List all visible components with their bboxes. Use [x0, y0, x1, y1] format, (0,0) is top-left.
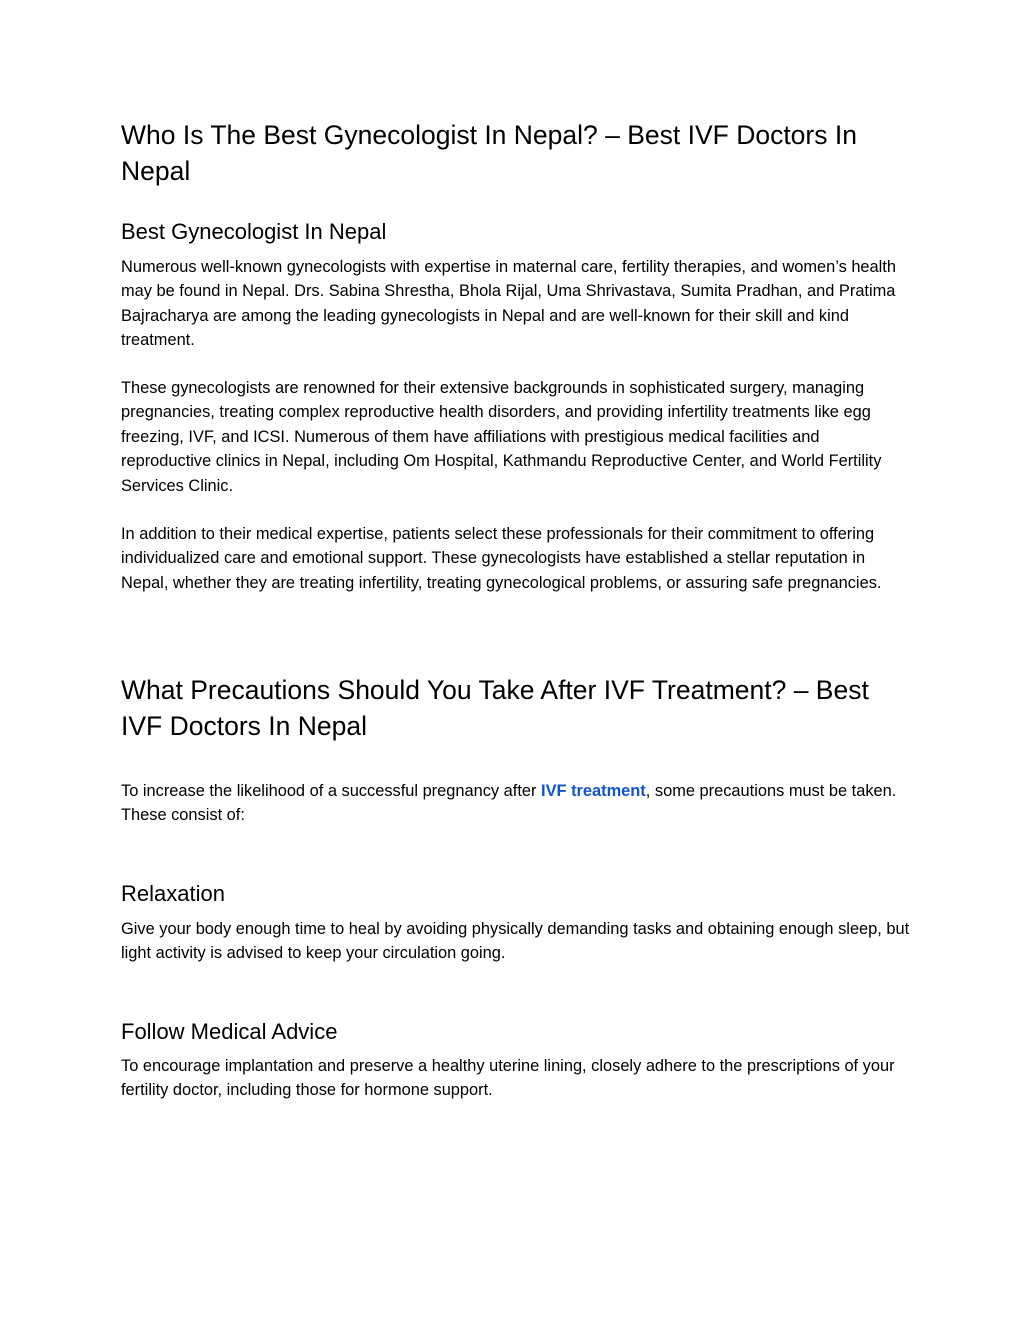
section-heading-follow-medical-advice: Follow Medical Advice [121, 1019, 338, 1044]
section-heading-best-gynecologist: Best Gynecologist In Nepal [121, 219, 387, 244]
precautions-intro-text-before: To increase the likelihood of a successful pregnancy after [121, 782, 542, 800]
section-title-ivf-precautions: What Precautions Should You Take After IVF Treatment? – Best IVF Doctors In Nepal [121, 675, 869, 741]
paragraph-precautions-intro [121, 779, 911, 828]
paragraph-gynecologists-expertise: These gynecologists are renowned for their extensive backgrounds in sophisticated surgery, managing pregnancies, treating complex reproductive health disorders, and providing infertility treatments like egg freezing, IVF, and ICSI. Numerous of them have affiliations with prestigious medical facilities and reproductive clinics in Nepal, including Om Hospital, Kathmandu Reproductive Center, and World Fertility Services Clinic. [121, 379, 882, 495]
paragraph-follow-medical-advice: To encourage implantation and preserve a healthy uterine lining, closely adhere to the prescriptions of your fertility doctor, including those for hormone support. [121, 1057, 895, 1100]
page-title: Who Is The Best Gynecologist In Nepal? – Best IVF Doctors In Nepal [121, 120, 857, 186]
paragraph-gynecologists-intro: Numerous well-known gynecologists with expertise in maternal care, fertility therapies, and women’s health may be found in Nepal. Drs. Sabina Shrestha, Bhola Rijal, Uma Shrivastava, Sumita Pradhan, and Pratima Bajracharya are among the leading gynecologists in Nepal and are well-known for their skill and kind treatment. [121, 258, 896, 350]
paragraph-gynecologists-care: In addition to their medical expertise, patients select these professionals for their commitment to offering individualized care and emotional support. These gynecologists have established a stellar reputation in Nepal, whether they are treating infertility, treating gynecological problems, or assuring safe pregnancies. [121, 525, 882, 592]
ivf-treatment-link[interactable]: IVF treatment [541, 782, 646, 800]
section-heading-relaxation: Relaxation [121, 881, 225, 906]
precautions-intro-text-after: , some precautions must be taken. These consist of: [121, 782, 897, 825]
paragraph-relaxation: Give your body enough time to heal by avoiding physically demanding tasks and obtaining enough sleep, but light activity is advised to keep your circulation going. [121, 920, 910, 963]
